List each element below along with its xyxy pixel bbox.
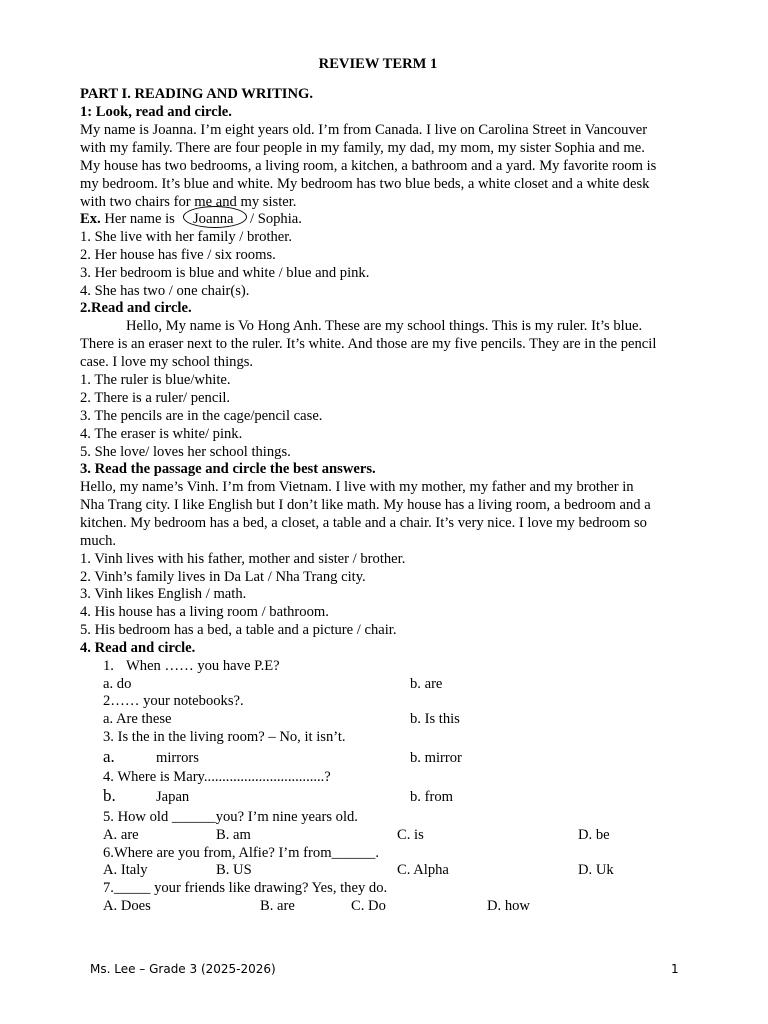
- q6-option: B. US: [216, 862, 252, 878]
- example-alternative: / Sophia.: [250, 211, 302, 227]
- ex3-passage-line: kitchen. My bedroom has a bed, a closet, a table and a chair. It’s very nice. I love my bedroom so: [80, 515, 647, 531]
- ex2-item: 5. She love/ loves her school things.: [80, 444, 291, 460]
- q3-question: 3. Is the in the living room? – No, it isn’t.: [103, 729, 346, 745]
- ex2-item: 3. The pencils are in the cage/pencil case.: [80, 408, 323, 424]
- q5-option: A. are: [103, 827, 139, 843]
- ex1-item: 2. Her house has five / six rooms.: [80, 247, 276, 263]
- ex3-item: 1. Vinh lives with his father, mother and sister / brother.: [80, 551, 406, 567]
- part1-heading: PART I. READING AND WRITING.: [80, 86, 314, 102]
- q7-option: C. Do: [351, 898, 386, 914]
- ex2-item: 4. The eraser is white/ pink.: [80, 426, 243, 442]
- q6-option: C. Alpha: [397, 862, 449, 878]
- q3-option-a: mirrors: [156, 750, 199, 766]
- ex1-passage-line: My name is Joanna. I’m eight years old. I’m from Canada. I live on Carolina Street in Vancouver: [80, 122, 648, 138]
- example-question: Her name is: [100, 211, 175, 227]
- ex3-item: 2. Vinh’s family lives in Da Lat / Nha Trang city.: [80, 569, 366, 585]
- footer-text: Ms. Lee – Grade 3 (2025-2026): [90, 962, 276, 976]
- q3-option-a-label: a.: [103, 747, 115, 766]
- ex2-passage-line: case. I love my school things.: [80, 354, 254, 370]
- q6-question: 6.Where are you from, Alfie? I’m from______.: [103, 845, 379, 861]
- ex1-passage-line: My house has two bedrooms, a living room, a kitchen, a bathroom and a yard. My favorite room is: [80, 158, 657, 174]
- answer-circle-icon: [183, 206, 247, 228]
- ex1-passage-line: my bedroom. It’s blue and white. My bedroom has two blue beds, a white closet and a white desk: [80, 176, 650, 192]
- ex3-item: 5. His bedroom has a bed, a table and a picture / chair.: [80, 622, 397, 638]
- ex1-item: 4. She has two / one chair(s).: [80, 283, 250, 299]
- q2-option-b: b. Is this: [410, 711, 460, 727]
- q3-option-b: b. mirror: [410, 750, 462, 766]
- q7-option: D. how: [487, 898, 530, 914]
- ex3-passage-line: Nha Trang city. I like English but I don’t like math. My house has a living room, a bedroom and a: [80, 497, 651, 513]
- q4-option-b: b. from: [410, 789, 453, 805]
- q4-question: 4. Where is Mary.................................?: [103, 769, 331, 785]
- ex4-heading: 4. Read and circle.: [80, 640, 196, 656]
- ex1-item: 3. Her bedroom is blue and white / blue and pink.: [80, 265, 370, 281]
- ex3-heading: 3. Read the passage and circle the best answers.: [80, 461, 376, 477]
- ex2-passage-line: There is an eraser next to the ruler. It’s white. And those are my five pencils. They are in the pencil: [80, 336, 657, 352]
- q5-question: 5. How old ______you? I’m nine years old.: [103, 809, 358, 825]
- q1-option-b: b. are: [410, 676, 443, 692]
- q4-option-a: Japan: [156, 789, 190, 805]
- q7-option: B. are: [260, 898, 295, 914]
- ex1-example: [80, 210, 175, 228]
- ex3-passage-line: Hello, my name’s Vinh. I’m from Vietnam. I live with my mother, my father and my brother in: [80, 479, 634, 495]
- ex2-heading: 2.Read and circle.: [80, 300, 192, 316]
- page-title: REVIEW TERM 1: [318, 56, 438, 72]
- ex2-item: 2. There is a ruler/ pencil.: [80, 390, 231, 406]
- q5-option: C. is: [397, 827, 424, 843]
- q1-question: When …… you have P.E?: [126, 658, 280, 674]
- ex2-item: 1. The ruler is blue/white.: [80, 372, 231, 388]
- ex1-passage-line: with my family. There are four people in my family, my dad, my mom, my sister Sophia and me.: [80, 140, 645, 156]
- q7-option: A. Does: [103, 898, 151, 914]
- ex1-heading: 1: Look, read and circle.: [80, 104, 232, 120]
- ex3-item: 3. Vinh likes English / math.: [80, 586, 247, 602]
- q6-option: A. Italy: [103, 862, 148, 878]
- page-number: 1: [671, 962, 679, 976]
- ex3-item: 4. His house has a living room / bathroom.: [80, 604, 329, 620]
- ex1-item: 1. She live with her family / brother.: [80, 229, 292, 245]
- q2-question: 2…… your notebooks?.: [103, 693, 244, 709]
- q5-option: B. am: [216, 827, 251, 843]
- q1-option-a: a. do: [103, 676, 132, 692]
- example-answer: Joanna: [193, 211, 234, 227]
- ex1-passage-line: with two chairs for me and my sister.: [80, 194, 297, 210]
- ex3-passage-line: much.: [80, 533, 117, 549]
- q6-option: D. Uk: [578, 862, 614, 878]
- example-label: Ex.: [80, 211, 101, 227]
- q2-option-a: a. Are these: [103, 711, 172, 727]
- ex2-passage-line: Hello, My name is Vo Hong Anh. These are my school things. This is my ruler. It’s blue.: [126, 318, 643, 334]
- q4-option-a-label: b.: [103, 786, 116, 805]
- q5-option: D. be: [578, 827, 610, 843]
- q7-question: 7._____ your friends like drawing? Yes, they do.: [103, 880, 388, 896]
- q1-number: 1.: [103, 658, 114, 674]
